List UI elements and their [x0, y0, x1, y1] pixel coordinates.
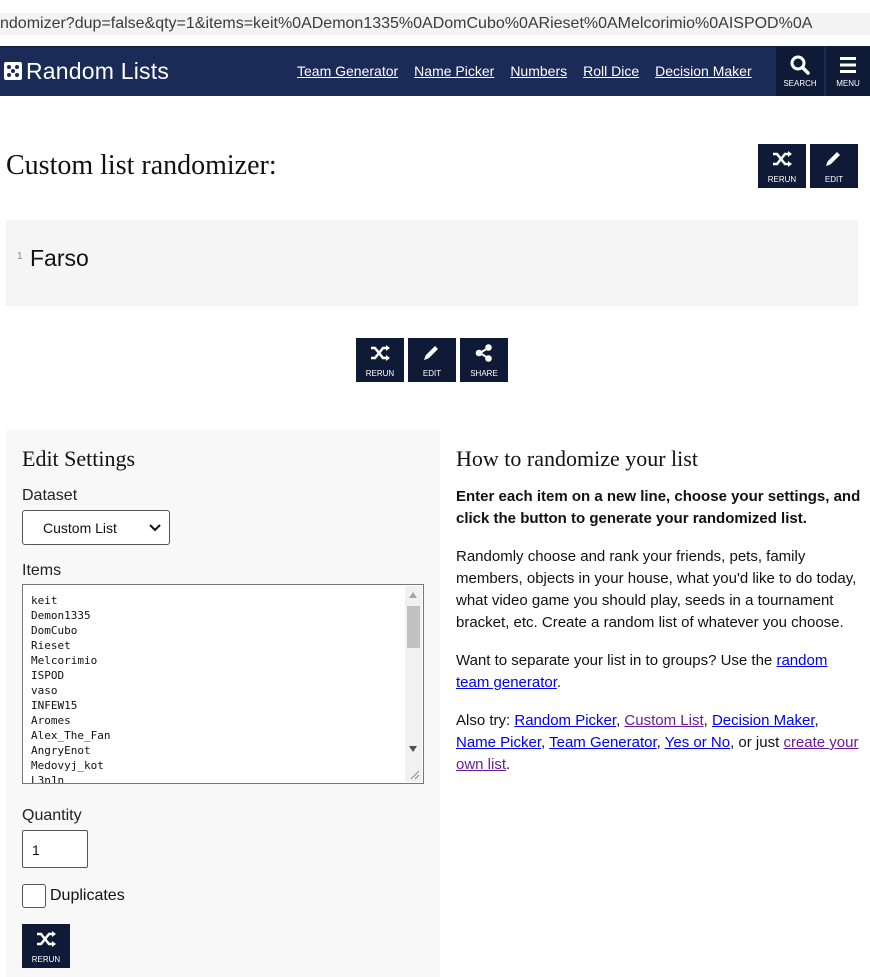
howto-body: Randomly choose and rank your friends, pets, family members, objects in your house, what you'd like to do today, what video game you should play, seeds in a tournament bracket, etc. Create a random list of whatever you choose. — [456, 548, 857, 631]
search-label: SEARCH — [783, 79, 817, 88]
result-index: 1 — [17, 251, 23, 262]
edit-label: EDIT — [824, 175, 844, 184]
items-line: Melcorimio — [31, 654, 98, 667]
nav-roll-dice[interactable]: Roll Dice — [583, 63, 640, 79]
share-icon — [474, 344, 494, 362]
hamburger-icon — [838, 55, 858, 75]
random-team-generator-link[interactable]: random team generator — [456, 652, 828, 691]
howto-intro: Enter each item on a new line, choose your settings, and click the button to generate your randomized list. — [456, 488, 861, 527]
scroll-down-arrow-icon[interactable] — [409, 746, 417, 752]
items-line: vaso — [31, 684, 58, 697]
link-team-generator[interactable]: Team Generator — [549, 734, 657, 751]
shuffle-icon — [772, 150, 792, 168]
link-decision-maker[interactable]: Decision Maker — [711, 712, 815, 729]
howto-section — [456, 446, 861, 792]
rerun-label: RERUN — [31, 955, 61, 964]
items-line: ISPOD — [31, 669, 65, 682]
items-line: Alex_The_Fan — [31, 729, 111, 742]
rerun-label: RERUN — [365, 369, 395, 378]
quantity-label: Quantity — [22, 807, 82, 824]
howto-also-try: Also try: Random Picker, Custom List, Decision Maker, Name Picker, Team Generator, Yes or No, or just create your own list. — [456, 712, 859, 773]
items-line: AngryEnot — [31, 744, 91, 757]
nav-decision-maker[interactable]: Decision Maker — [655, 63, 752, 79]
scroll-up-arrow-icon[interactable] — [409, 592, 417, 598]
groups-prefix: Want to separate your list in to groups? Use the — [456, 652, 777, 669]
link-create-your-own-list[interactable]: create your own list — [456, 734, 859, 773]
also-end: . — [506, 756, 511, 773]
items-line: Aromes — [31, 714, 71, 727]
nav-team-generator[interactable]: Team Generator — [297, 63, 399, 79]
dice-icon — [4, 62, 22, 80]
textarea-scrollbar[interactable] — [405, 586, 422, 782]
items-line: INFEW15 — [31, 699, 78, 712]
brand-name: Random Lists — [26, 57, 170, 84]
share-button[interactable] — [460, 338, 508, 382]
shuffle-icon — [36, 930, 56, 948]
chevron-down-icon — [149, 523, 161, 533]
nav-name-picker[interactable]: Name Picker — [414, 63, 495, 79]
result-value: Farso — [30, 245, 89, 271]
quantity-input[interactable]: 1 — [22, 830, 88, 868]
items-line: DomCubo — [31, 624, 78, 637]
edit-button[interactable] — [408, 338, 456, 382]
rerun-label: RERUN — [767, 175, 797, 184]
rerun-button[interactable] — [356, 338, 404, 382]
result-box — [6, 220, 858, 306]
items-label: Items — [22, 562, 62, 579]
dataset-value: Custom List — [43, 520, 117, 536]
dataset-select[interactable] — [22, 510, 170, 545]
brand-logo[interactable] — [4, 57, 169, 85]
items-line: Medovyj_kot — [31, 759, 104, 772]
pencil-icon — [422, 344, 442, 362]
rerun-button-settings[interactable] — [22, 924, 70, 968]
items-line: keit — [31, 594, 58, 607]
link-yes-or-no[interactable]: Yes or No — [664, 734, 731, 751]
link-random-picker[interactable]: Random Picker — [514, 712, 617, 729]
howto-groups — [456, 650, 861, 694]
search-icon — [790, 55, 810, 75]
duplicates-label: Duplicates — [50, 887, 125, 904]
items-line: Rieset — [31, 639, 71, 652]
howto-heading: How to randomize your list — [456, 446, 698, 471]
search-button[interactable] — [776, 47, 824, 96]
edit-button-top[interactable] — [810, 144, 858, 188]
items-line: L3n1n — [31, 774, 65, 784]
browser-url-bar[interactable] — [0, 0, 870, 46]
link-custom-list[interactable]: Custom List — [624, 712, 704, 729]
also-prefix: Also try: — [456, 712, 515, 729]
shuffle-icon — [370, 344, 390, 362]
groups-suffix: . — [556, 674, 562, 691]
also-or: , or just — [730, 734, 784, 751]
menu-button[interactable] — [826, 47, 870, 96]
scroll-thumb[interactable] — [407, 606, 420, 648]
nav-numbers[interactable]: Numbers — [510, 63, 568, 79]
settings-panel — [6, 430, 440, 977]
settings-heading: Edit Settings — [22, 446, 136, 471]
items-textarea[interactable] — [22, 584, 424, 784]
pencil-icon — [824, 150, 844, 168]
site-header — [0, 46, 870, 96]
link-name-picker[interactable]: Name Picker — [456, 734, 542, 751]
url-text[interactable]: ndomizer?dup=false&qty=1&items=keit%0ADemon1335%0ADomCubo%0ARieset%0AMelcorimio%0AISPOD%0A — [0, 13, 870, 35]
dataset-label: Dataset — [22, 487, 78, 504]
edit-label: EDIT — [422, 369, 442, 378]
page-title: Custom list randomizer: — [6, 150, 277, 181]
menu-label: MENU — [836, 79, 860, 88]
nav-links — [297, 63, 752, 79]
items-text — [31, 593, 110, 784]
rerun-button-top[interactable] — [758, 144, 806, 188]
duplicates-checkbox[interactable] — [22, 884, 46, 908]
items-line: Demon1335 — [31, 609, 91, 622]
share-label: SHARE — [470, 369, 498, 378]
resize-grip-icon[interactable] — [408, 768, 420, 780]
